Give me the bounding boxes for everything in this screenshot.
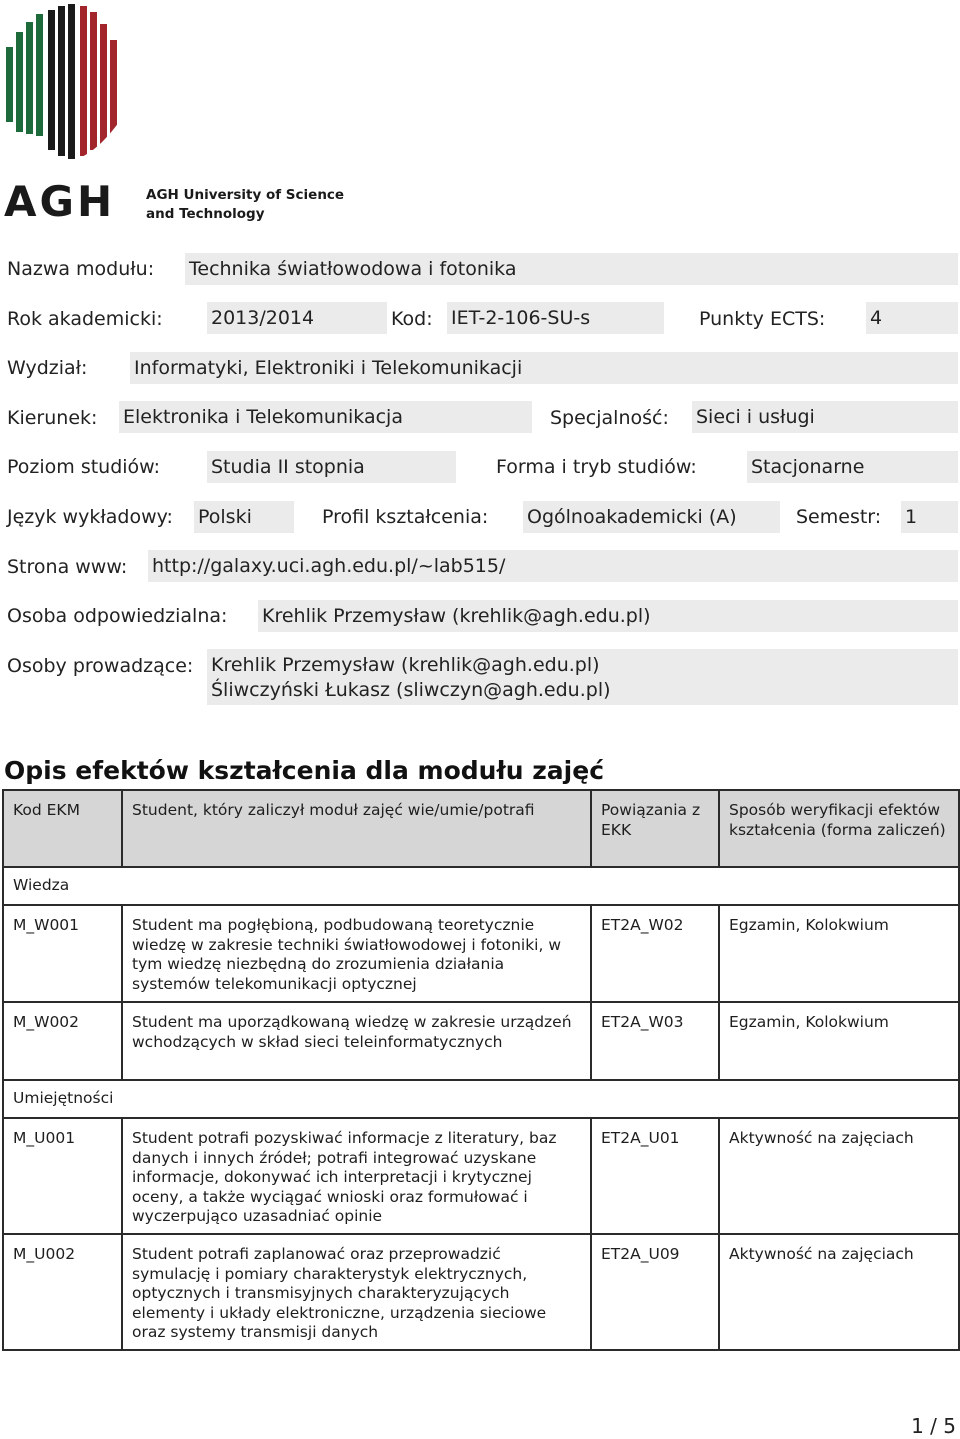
row-code: M_W001 xyxy=(3,905,122,1002)
row-verification: Egzamin, Kolokwium xyxy=(719,1002,959,1080)
specialty-label: Specjalność: xyxy=(550,407,669,429)
code-value: IET-2-106-SU-s xyxy=(447,302,664,334)
row-description: Student potrafi zaplanować oraz przeprowadzić symulację i pomiary charakterystyk elektrycznych, optycznych i transmisyjnych charakteryzujących elementy i układy elektroniczne, urządzenia sieciowe oraz systemy transmisji danych xyxy=(122,1234,591,1350)
row-ekk: ET2A_U09 xyxy=(591,1234,719,1350)
field-of-study-label: Kierunek: xyxy=(7,407,98,429)
table-row xyxy=(3,1234,959,1350)
instructors-value xyxy=(207,649,958,705)
academic-year-value: 2013/2014 xyxy=(207,302,387,334)
row-ekk: ET2A_U01 xyxy=(591,1118,719,1234)
agh-emblem xyxy=(4,2,349,224)
row-code: M_W002 xyxy=(3,1002,122,1080)
row-ekk: ET2A_W03 xyxy=(591,1002,719,1080)
page-number: 1 / 5 xyxy=(911,1414,956,1438)
ects-label: Punkty ECTS: xyxy=(699,308,826,330)
mode-value: Stacjonarne xyxy=(747,451,958,483)
instructor-1: Krehlik Przemysław (krehlik@agh.edu.pl) xyxy=(211,654,600,676)
academic-year-label: Rok akademicki: xyxy=(7,308,163,330)
table-row xyxy=(3,1002,959,1080)
header-verification: Sposób weryfikacji efektów kształcenia (forma zaliczeń) xyxy=(719,790,959,867)
faculty-value: Informatyki, Elektroniki i Telekomunikacji xyxy=(130,352,958,384)
agh-logo xyxy=(4,2,349,224)
table-header-row xyxy=(3,790,959,867)
website-link[interactable]: http://galaxy.uci.agh.edu.pl/~lab515/ xyxy=(148,550,958,582)
responsible-label: Osoba odpowiedzialna: xyxy=(7,605,228,627)
row-description: Student ma pogłębioną, podbudowaną teoretycznie wiedzę w zakresie techniki światłowodowej i fotoniki, w tym wiedzę niezbędną do zrozumienia działania systemów telekomunikacji optycznej xyxy=(122,905,591,1002)
semester-value: 1 xyxy=(901,501,958,533)
table-row xyxy=(3,905,959,1002)
table-row xyxy=(3,1118,959,1234)
level-label: Poziom studiów: xyxy=(7,456,161,478)
group-label: Umiejętności xyxy=(3,1080,959,1118)
row-description: Student ma uporządkowaną wiedzę w zakresie urządzeń wchodzących w skład sieci teleinformatycznych xyxy=(122,1002,591,1080)
module-name-label: Nazwa modułu: xyxy=(7,258,155,280)
profile-value: Ogólnoakademicki (A) xyxy=(523,501,780,533)
row-description: Student potrafi pozyskiwać informacje z literatury, baz danych i innych źródeł; potrafi integrować uzyskane informacje, dokonywać ich interpretacji i krytycznej oceny, a także wyciągać wnioski oraz formułować i wyczerpująco uzasadniać opinie xyxy=(122,1118,591,1234)
row-verification: Aktywność na zajęciach xyxy=(719,1234,959,1350)
agh-wordmark: AGH xyxy=(4,177,116,224)
group-row-knowledge xyxy=(3,867,959,905)
instructors-label: Osoby prowadzące: xyxy=(7,655,194,677)
learning-outcomes-table xyxy=(2,789,960,1351)
row-code: M_U001 xyxy=(3,1118,122,1234)
university-name-line2: and Technology xyxy=(146,206,265,222)
language-label: Język wykładowy: xyxy=(7,506,173,528)
header-ekk: Powiązania z EKK xyxy=(591,790,719,867)
group-label: Wiedza xyxy=(3,867,959,905)
website-label: Strona www: xyxy=(7,556,128,578)
language-value: Polski xyxy=(194,501,294,533)
field-of-study-value: Elektronika i Telekomunikacja xyxy=(119,401,532,433)
responsible-value: Krehlik Przemysław (krehlik@agh.edu.pl) xyxy=(258,600,958,632)
ects-value: 4 xyxy=(866,302,958,334)
code-label: Kod: xyxy=(391,308,433,330)
group-row-skills xyxy=(3,1080,959,1118)
semester-label: Semestr: xyxy=(796,506,882,528)
row-code: M_U002 xyxy=(3,1234,122,1350)
module-name-value: Technika światłowodowa i fotonika xyxy=(185,253,958,285)
level-value: Studia II stopnia xyxy=(207,451,456,483)
row-ekk: ET2A_W02 xyxy=(591,905,719,1002)
section-title: Opis efektów kształcenia dla modułu zajęć xyxy=(4,756,605,785)
university-name-line1: AGH University of Science xyxy=(146,187,345,203)
faculty-label: Wydział: xyxy=(7,357,88,379)
mode-label: Forma i tryb studiów: xyxy=(496,456,697,478)
specialty-value: Sieci i usługi xyxy=(692,401,958,433)
profile-label: Profil kształcenia: xyxy=(322,506,489,528)
header-code: Kod EKM xyxy=(3,790,122,867)
row-verification: Egzamin, Kolokwium xyxy=(719,905,959,1002)
header-description: Student, który zaliczył moduł zajęć wie/umie/potrafi xyxy=(122,790,591,867)
instructor-2: Śliwczyński Łukasz (sliwczyn@agh.edu.pl) xyxy=(211,679,611,701)
row-verification: Aktywność na zajęciach xyxy=(719,1118,959,1234)
